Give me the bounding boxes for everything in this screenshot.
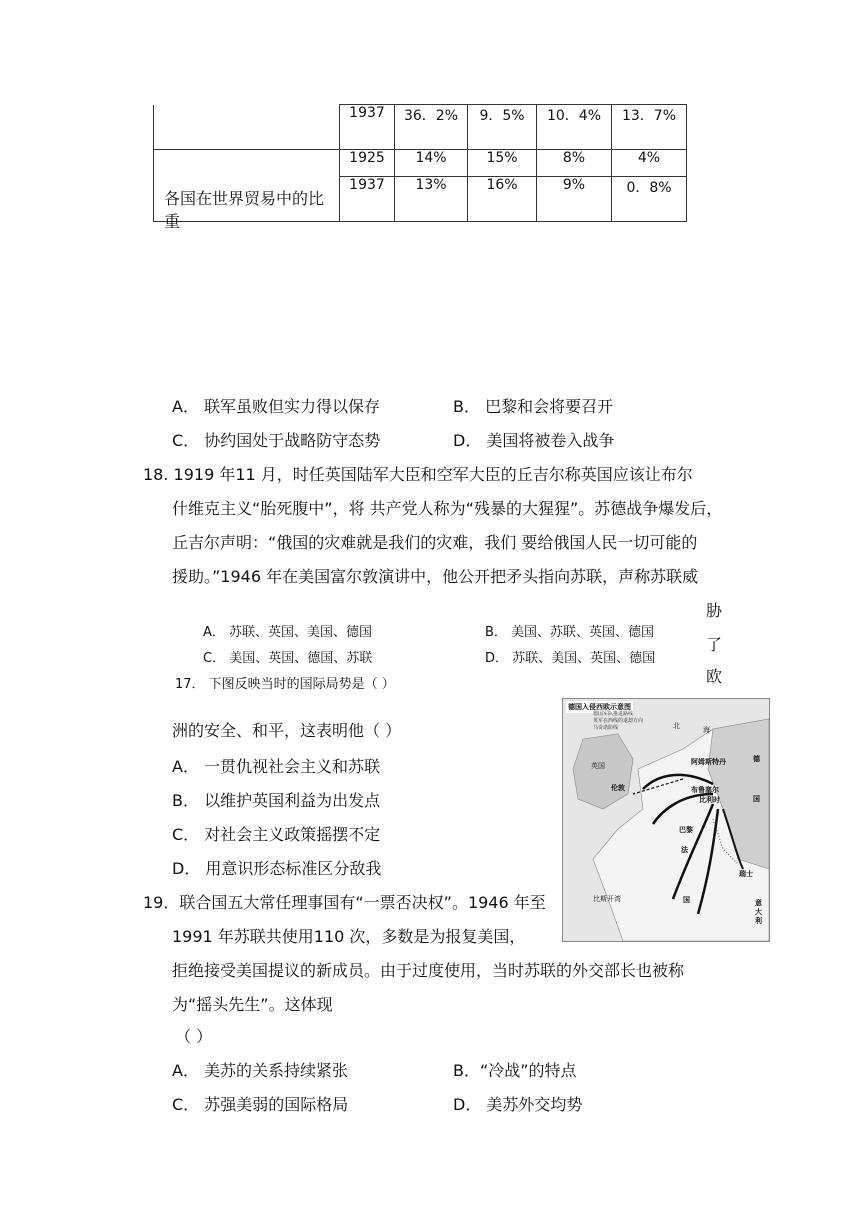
table-cell: 9% <box>537 177 612 222</box>
q19-option-d: D． 美苏外交均势 <box>453 1095 583 1114</box>
legend-item: 马奇诺防线 <box>593 725 619 731</box>
map-label: 英国 <box>591 762 605 770</box>
map-label: 法 <box>681 846 688 854</box>
q18-option-c: C． 对社会主义政策摇摆不定 <box>172 825 381 844</box>
q18-side-1: 胁 <box>706 601 723 620</box>
map-label: 德 <box>753 755 760 763</box>
q18-side-2: 了 <box>706 635 723 654</box>
map-label: 国 <box>753 795 760 803</box>
map-label: 瑞士 <box>739 870 753 878</box>
q18-line-1: 18. 1919 年11 月，时任英国陆军大臣和空军大臣的丘吉尔称英国应该让布尔 <box>143 465 693 484</box>
q18-side-3: 欧 <box>706 667 723 686</box>
map-label: 阿姆斯特丹 <box>691 758 726 766</box>
q18-line-3: 丘吉尔声明：“俄国的灾难就是我们的灾难，我们 要给俄国人民一切可能的 <box>172 533 698 552</box>
table-cell: 9．5% <box>468 105 537 150</box>
q19-option-b: B．“冷战”的特点 <box>453 1061 577 1080</box>
map-title: 德国入侵西欧示意图 <box>568 703 631 711</box>
q19-line-2: 1991 年苏联共使用110 次，多数是为报复美国， <box>172 927 526 946</box>
table-cell: 10．4% <box>537 105 612 150</box>
trade-label-cell <box>154 150 340 231</box>
q18-line-2: 什维克主义“胎死腹中”，将 共产党人称为“残暴的大猩猩”。苏德战争爆发后， <box>172 499 723 518</box>
prev-option-a: A． 苏联、英国、美国、德国 <box>203 625 373 640</box>
q18-option-b: B． 以维护英国利益为出发点 <box>172 791 381 810</box>
map-label: 比利时 <box>699 796 720 804</box>
q18-line-4: 援助。”1946 年在美国富尔敦演讲中，他公开把矛头指向苏联，声称苏联威 <box>172 567 699 586</box>
prev-option-b: B． 美国、苏联、英国、德国 <box>485 625 655 640</box>
q17-stem: 17． 下图反映当时的国际局势是（ ） <box>175 677 395 692</box>
q18-option-d: D． 用意识形态标准区分敌我 <box>172 859 382 878</box>
prev-option-c: C． 美国、英国、德国、苏联 <box>203 651 373 666</box>
map-label: 伦敦 <box>611 784 625 792</box>
table-cell: 4% <box>612 150 687 177</box>
table-cell: 13% <box>395 177 468 222</box>
table-cell: 16% <box>468 177 537 222</box>
table-label-cell <box>154 105 340 150</box>
q17-option-a: A． 联军虽败但实力得以保存 <box>172 397 381 416</box>
prev-option-d: D． 苏联、美国、英国、德国 <box>485 651 656 666</box>
q17-option-c: C． 协约国处于战略防守态势 <box>172 431 381 450</box>
table-cell: 0．8% <box>612 177 687 222</box>
map-label: 意大利 <box>755 899 762 925</box>
map-label: 布鲁塞尔 <box>691 786 719 794</box>
q19-option-a: A． 美苏的关系持续紧张 <box>172 1061 349 1080</box>
q18-line-5: 洲的安全、和平，这表明他（ ） <box>172 721 402 740</box>
table-cell: 14% <box>395 150 468 177</box>
q17-option-d: D． 美国将被卷入战争 <box>453 431 615 450</box>
q18-option-a: A． 一贯仇视社会主义和苏联 <box>172 757 381 776</box>
q19-line-4: 为“摇头先生”。这体现 <box>172 995 333 1014</box>
table-cell: 8% <box>537 150 612 177</box>
map-label: 海 <box>703 726 710 734</box>
q19-line-1: 19．联合国五大常任理事国有“一票否决权”。1946 年至 <box>143 893 546 912</box>
invasion-map <box>562 698 770 942</box>
trade-label: 各国在世界贸易中的比重 <box>164 188 325 231</box>
q19-option-c: C． 苏强美弱的国际格局 <box>172 1095 349 1114</box>
table-cell: 1937 <box>340 105 395 150</box>
table-cell: 36．2% <box>395 105 468 150</box>
map-legend <box>593 711 643 732</box>
q17-option-b: B． 巴黎和会将要召开 <box>453 397 614 416</box>
q19-paren: （ ） <box>175 1027 213 1046</box>
table-row <box>154 105 687 150</box>
table-cell: 15% <box>468 150 537 177</box>
table-cell: 1925 <box>340 150 395 177</box>
data-table <box>153 104 687 231</box>
table-cell: 1937 <box>340 177 395 222</box>
map-label: 北 <box>673 722 680 730</box>
q19-line-3: 拒绝接受美国提议的新成员。由于过度使用，当时苏联的外交部长也被称 <box>172 961 685 980</box>
map-label: 巴黎 <box>679 826 693 834</box>
map-graphic <box>563 699 769 941</box>
legend-item: 德国军队推进路线 <box>593 711 634 717</box>
map-label: 国 <box>683 896 690 904</box>
table-row <box>154 150 687 177</box>
table-cell: 13．7% <box>612 105 687 150</box>
map-label: 比斯开湾 <box>593 895 621 903</box>
legend-item: 英军在西线的退却方向 <box>593 718 644 724</box>
